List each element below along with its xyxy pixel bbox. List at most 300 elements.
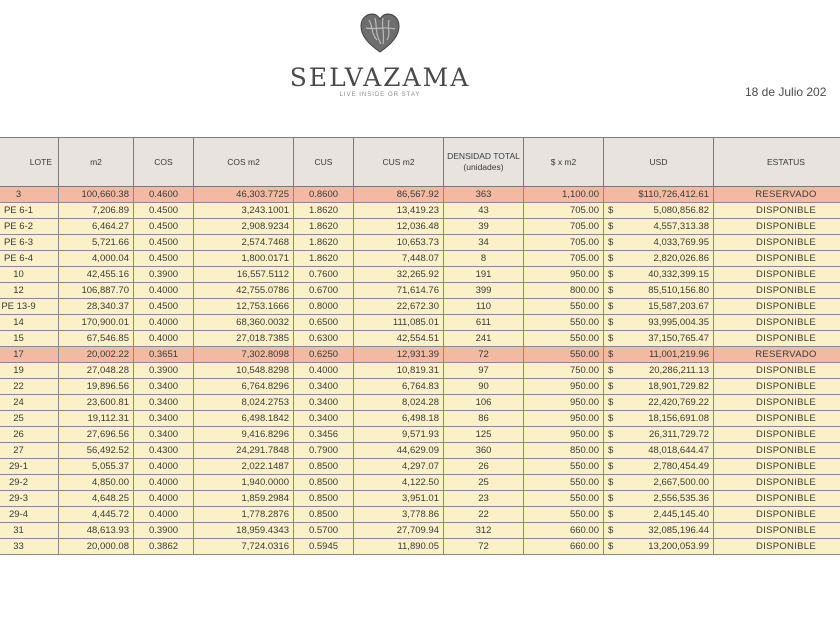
table-cell-m2: 48,613.93 [59, 523, 134, 539]
table-cell-cus-m2: 12,931.39 [354, 347, 444, 363]
table-row [0, 427, 840, 443]
usd-value: 5,080,856.82 [653, 205, 709, 216]
usd-value: 2,820,026.86 [653, 253, 709, 264]
table-cell-usd [604, 459, 714, 475]
usd-value: 26,311,729.72 [648, 429, 709, 440]
table-cell-lote: 31 [0, 523, 59, 539]
table-cell-densidad: 25 [444, 475, 524, 491]
table-cell-cos: 0.3400 [134, 427, 194, 443]
table-cell-cos: 0.3400 [134, 379, 194, 395]
column-header-lote: LOTE [0, 138, 59, 187]
table-row [0, 523, 840, 539]
currency-symbol: $ [608, 317, 614, 328]
table-cell-cus-m2: 4,297.07 [354, 459, 444, 475]
column-header-usd: USD [604, 138, 714, 187]
table-cell-cus: 1.8620 [294, 251, 354, 267]
table-cell-cus-m2: 27,709.94 [354, 523, 444, 539]
table-row [0, 267, 840, 283]
table-cell-precio-m2: 550.00 [524, 507, 604, 523]
table-cell-cus-m2: 22,672.30 [354, 299, 444, 315]
table-cell-cos-m2: 7,724.0316 [194, 539, 294, 555]
table-cell-densidad: 363 [444, 187, 524, 203]
table-cell-precio-m2: 950.00 [524, 379, 604, 395]
table-cell-cus-m2: 6,764.83 [354, 379, 444, 395]
currency-symbol: $ [608, 397, 614, 408]
table-cell-m2: 4,445.72 [59, 507, 134, 523]
table-cell-cos: 0.3400 [134, 395, 194, 411]
table-row [0, 203, 840, 219]
table-cell-cus-m2: 4,122.50 [354, 475, 444, 491]
table-cell-usd [604, 299, 714, 315]
table-cell-cus-m2: 3,778.86 [354, 507, 444, 523]
table-cell-cus-m2: 8,024.28 [354, 395, 444, 411]
currency-symbol: $ [608, 205, 614, 216]
table-cell-m2: 4,000.04 [59, 251, 134, 267]
column-header-m2: m2 [59, 138, 134, 187]
table-row [0, 459, 840, 475]
table-cell-cus-m2: 3,951.01 [354, 491, 444, 507]
table-cell-cos: 0.4500 [134, 299, 194, 315]
table-cell-cus: 0.4000 [294, 363, 354, 379]
table-cell-cus-m2: 7,448.07 [354, 251, 444, 267]
table-cell-precio-m2: 950.00 [524, 267, 604, 283]
table-cell-cus: 0.6700 [294, 283, 354, 299]
table-cell-densidad: 22 [444, 507, 524, 523]
table-cell-cos: 0.3900 [134, 363, 194, 379]
table-cell-cos-m2: 6,764.8296 [194, 379, 294, 395]
table-cell-lote: 29-4 [0, 507, 59, 523]
table-cell-cos-m2: 2,574.7468 [194, 235, 294, 251]
table-cell-precio-m2: 950.00 [524, 395, 604, 411]
usd-value: 2,445,145.40 [653, 509, 709, 520]
table-cell-usd [604, 203, 714, 219]
usd-value: $110,726,412.61 [638, 189, 709, 200]
table-cell-cus-m2: 13,419.23 [354, 203, 444, 219]
usd-value: 4,033,769.95 [653, 237, 709, 248]
table-cell-m2: 20,000.08 [59, 539, 134, 555]
table-cell-cos-m2: 8,024.2753 [194, 395, 294, 411]
column-header-cos: COS [134, 138, 194, 187]
currency-symbol: $ [608, 461, 614, 472]
table-cell-precio-m2: 550.00 [524, 331, 604, 347]
table-cell-cos-m2: 6,498.1842 [194, 411, 294, 427]
table-cell-m2: 100,660.38 [59, 187, 134, 203]
table-cell-cos: 0.3651 [134, 347, 194, 363]
table-cell-precio-m2: 550.00 [524, 491, 604, 507]
table-cell-estatus: RESERVADO [714, 347, 840, 363]
table-cell-cus-m2: 11,890.05 [354, 539, 444, 555]
brand-name: SELVAZAMA [289, 63, 471, 92]
table-cell-cos-m2: 68,360.0032 [194, 315, 294, 331]
table-cell-estatus: DISPONIBLE [714, 235, 840, 251]
table-cell-estatus: RESERVADO [714, 187, 840, 203]
table-cell-m2: 27,696.56 [59, 427, 134, 443]
table-cell-lote: PE 6-1 [0, 203, 59, 219]
currency-symbol: $ [608, 365, 614, 376]
table-cell-cos-m2: 18,959.4343 [194, 523, 294, 539]
brand-header [0, 10, 760, 98]
currency-symbol: $ [608, 333, 614, 344]
table-cell-lote: 27 [0, 443, 59, 459]
table-cell-lote: 25 [0, 411, 59, 427]
table-cell-cus: 0.3400 [294, 379, 354, 395]
table-cell-precio-m2: 705.00 [524, 219, 604, 235]
table-cell-m2: 4,648.25 [59, 491, 134, 507]
table-cell-estatus: DISPONIBLE [714, 427, 840, 443]
table-cell-m2: 23,600.81 [59, 395, 134, 411]
currency-symbol: $ [608, 237, 614, 248]
currency-symbol: $ [608, 253, 614, 264]
table-cell-cos-m2: 12,753.1666 [194, 299, 294, 315]
table-cell-m2: 56,492.52 [59, 443, 134, 459]
table-cell-cos-m2: 9,416.8296 [194, 427, 294, 443]
table-cell-precio-m2: 705.00 [524, 235, 604, 251]
table-cell-lote: 29-2 [0, 475, 59, 491]
table-cell-m2: 7,206.89 [59, 203, 134, 219]
usd-value: 32,085,196.44 [648, 525, 709, 536]
table-cell-cos: 0.4000 [134, 459, 194, 475]
table-cell-cos: 0.4500 [134, 235, 194, 251]
table-cell-cus: 0.3400 [294, 395, 354, 411]
table-row [0, 283, 840, 299]
table-cell-precio-m2: 850.00 [524, 443, 604, 459]
table-cell-precio-m2: 750.00 [524, 363, 604, 379]
table-cell-m2: 28,340.37 [59, 299, 134, 315]
table-cell-densidad: 43 [444, 203, 524, 219]
table-cell-usd [604, 491, 714, 507]
table-cell-cus-m2: 12,036.48 [354, 219, 444, 235]
table-cell-cus: 0.5700 [294, 523, 354, 539]
table-row [0, 411, 840, 427]
table-header-row [0, 138, 840, 187]
table-cell-m2: 19,896.56 [59, 379, 134, 395]
table-cell-densidad: 86 [444, 411, 524, 427]
table-cell-cus-m2: 32,265.92 [354, 267, 444, 283]
table-cell-densidad: 241 [444, 331, 524, 347]
table-cell-densidad: 34 [444, 235, 524, 251]
table-cell-cos-m2: 16,557.5112 [194, 267, 294, 283]
table-cell-cus: 0.3456 [294, 427, 354, 443]
table-row [0, 235, 840, 251]
column-header-cus-m2: CUS m2 [354, 138, 444, 187]
table-cell-lote: PE 13-9 [0, 299, 59, 315]
column-header-densidad: DENSIDAD TOTAL (unidades) [444, 138, 524, 187]
table-cell-precio-m2: 950.00 [524, 411, 604, 427]
table-row [0, 443, 840, 459]
table-cell-usd [604, 523, 714, 539]
table-cell-cus-m2: 111,085.01 [354, 315, 444, 331]
table-cell-m2: 19,112.31 [59, 411, 134, 427]
currency-symbol: $ [608, 269, 614, 280]
table-cell-cus: 0.8600 [294, 187, 354, 203]
table-cell-densidad: 23 [444, 491, 524, 507]
table-cell-m2: 5,721.66 [59, 235, 134, 251]
table-cell-cos-m2: 42,755.0786 [194, 283, 294, 299]
table-cell-usd [604, 235, 714, 251]
table-cell-cus: 0.8500 [294, 507, 354, 523]
table-cell-cus: 0.7900 [294, 443, 354, 459]
table-cell-cus: 0.3400 [294, 411, 354, 427]
table-cell-cus-m2: 10,653.73 [354, 235, 444, 251]
table-cell-lote: 29-1 [0, 459, 59, 475]
table-cell-densidad: 39 [444, 219, 524, 235]
table-cell-usd [604, 443, 714, 459]
table-cell-cos: 0.3400 [134, 411, 194, 427]
table-cell-m2: 4,850.00 [59, 475, 134, 491]
table-cell-lote: 12 [0, 283, 59, 299]
table-cell-cus-m2: 42,554.51 [354, 331, 444, 347]
table-cell-lote: 19 [0, 363, 59, 379]
table-cell-densidad: 8 [444, 251, 524, 267]
table-cell-usd [604, 427, 714, 443]
table-cell-cus: 0.6250 [294, 347, 354, 363]
column-header-cus: CUS [294, 138, 354, 187]
table-cell-lote: 29-3 [0, 491, 59, 507]
table-row [0, 379, 840, 395]
table-cell-cos-m2: 10,548.8298 [194, 363, 294, 379]
table-cell-cos-m2: 27,018.7385 [194, 331, 294, 347]
table-cell-usd [604, 395, 714, 411]
usd-value: 2,556,535.36 [653, 493, 709, 504]
table-cell-m2: 67,546.85 [59, 331, 134, 347]
usd-value: 13,200,053.99 [648, 541, 709, 552]
table-cell-lote: 24 [0, 395, 59, 411]
usd-value: 11,001,219.96 [648, 349, 709, 360]
table-row [0, 363, 840, 379]
table-cell-cos-m2: 46,303.7725 [194, 187, 294, 203]
table-cell-cus-m2: 86,567.92 [354, 187, 444, 203]
table-cell-usd [604, 219, 714, 235]
table-cell-usd [604, 283, 714, 299]
table-cell-precio-m2: 950.00 [524, 427, 604, 443]
table-cell-cus: 0.6300 [294, 331, 354, 347]
table-cell-densidad: 312 [444, 523, 524, 539]
table-cell-densidad: 72 [444, 539, 524, 555]
table-cell-cos: 0.4500 [134, 203, 194, 219]
table-cell-usd [604, 379, 714, 395]
table-cell-cos: 0.4000 [134, 331, 194, 347]
table-cell-m2: 170,900.01 [59, 315, 134, 331]
table-cell-usd [604, 251, 714, 267]
table-cell-estatus: DISPONIBLE [714, 331, 840, 347]
table-cell-lote: 3 [0, 187, 59, 203]
table-cell-usd [604, 315, 714, 331]
table-cell-cus-m2: 71,614.76 [354, 283, 444, 299]
table-cell-usd [604, 507, 714, 523]
table-cell-precio-m2: 550.00 [524, 475, 604, 491]
currency-symbol: $ [608, 509, 614, 520]
table-cell-estatus: DISPONIBLE [714, 379, 840, 395]
table-cell-estatus: DISPONIBLE [714, 299, 840, 315]
table-cell-estatus: DISPONIBLE [714, 539, 840, 555]
table-cell-precio-m2: 660.00 [524, 523, 604, 539]
currency-symbol: $ [608, 413, 614, 424]
table-cell-densidad: 360 [444, 443, 524, 459]
currency-symbol: $ [608, 301, 614, 312]
table-cell-cos: 0.4300 [134, 443, 194, 459]
table-cell-estatus: DISPONIBLE [714, 443, 840, 459]
table-row [0, 299, 840, 315]
table-cell-cos: 0.4000 [134, 315, 194, 331]
table-cell-m2: 42,455.16 [59, 267, 134, 283]
table-row [0, 219, 840, 235]
table-cell-cus: 1.8620 [294, 203, 354, 219]
table-cell-m2: 20,002.22 [59, 347, 134, 363]
table-cell-cos-m2: 2,908.9234 [194, 219, 294, 235]
table-cell-usd [604, 347, 714, 363]
table-cell-cos-m2: 1,859.2984 [194, 491, 294, 507]
currency-symbol: $ [608, 381, 614, 392]
table-cell-cus-m2: 6,498.18 [354, 411, 444, 427]
usd-value: 40,332,399.15 [648, 269, 709, 280]
table-cell-cus: 0.7600 [294, 267, 354, 283]
table-cell-cus-m2: 10,819.31 [354, 363, 444, 379]
table-cell-usd [604, 539, 714, 555]
table-cell-cus: 0.8500 [294, 459, 354, 475]
table-cell-precio-m2: 705.00 [524, 203, 604, 219]
table-cell-densidad: 399 [444, 283, 524, 299]
table-cell-lote: PE 6-3 [0, 235, 59, 251]
table-cell-precio-m2: 660.00 [524, 539, 604, 555]
table-cell-precio-m2: 550.00 [524, 347, 604, 363]
currency-symbol: $ [608, 445, 614, 456]
table-cell-cos: 0.3900 [134, 267, 194, 283]
table-cell-lote: 17 [0, 347, 59, 363]
document-date: 18 de Julio 202 [745, 85, 827, 99]
table-row [0, 331, 840, 347]
table-row [0, 315, 840, 331]
lots-table [0, 137, 840, 555]
usd-value: 22,420,769.22 [648, 397, 709, 408]
table-cell-lote: 22 [0, 379, 59, 395]
table-cell-densidad: 90 [444, 379, 524, 395]
table-cell-estatus: DISPONIBLE [714, 507, 840, 523]
table-cell-usd [604, 331, 714, 347]
table-cell-densidad: 611 [444, 315, 524, 331]
usd-value: 15,587,203.67 [648, 301, 709, 312]
table-cell-densidad: 106 [444, 395, 524, 411]
table-cell-densidad: 26 [444, 459, 524, 475]
table-cell-precio-m2: 1,100.00 [524, 187, 604, 203]
column-header-cos-m2: COS m2 [194, 138, 294, 187]
table-cell-cos: 0.3862 [134, 539, 194, 555]
table-cell-estatus: DISPONIBLE [714, 251, 840, 267]
currency-symbol: $ [608, 349, 614, 360]
table-cell-m2: 27,048.28 [59, 363, 134, 379]
table-cell-cos-m2: 1,940.0000 [194, 475, 294, 491]
table-cell-estatus: DISPONIBLE [714, 267, 840, 283]
table-cell-cus: 1.8620 [294, 235, 354, 251]
column-header-precio-m2: $ x m2 [524, 138, 604, 187]
table-cell-cos: 0.4000 [134, 283, 194, 299]
table-cell-densidad: 110 [444, 299, 524, 315]
table-cell-cos-m2: 3,243.1001 [194, 203, 294, 219]
table-cell-cus-m2: 9,571.93 [354, 427, 444, 443]
currency-symbol: $ [608, 477, 614, 488]
table-cell-densidad: 72 [444, 347, 524, 363]
table-cell-cos-m2: 7,302.8098 [194, 347, 294, 363]
table-row [0, 491, 840, 507]
usd-value: 48,018,644.47 [648, 445, 709, 456]
table-cell-estatus: DISPONIBLE [714, 491, 840, 507]
table-cell-estatus: DISPONIBLE [714, 459, 840, 475]
table-cell-cos: 0.4000 [134, 507, 194, 523]
currency-symbol: $ [608, 525, 614, 536]
currency-symbol: $ [608, 285, 614, 296]
table-cell-m2: 5,055.37 [59, 459, 134, 475]
table-cell-usd [604, 187, 714, 203]
table-cell-precio-m2: 550.00 [524, 299, 604, 315]
table-cell-lote: 33 [0, 539, 59, 555]
table-cell-cus-m2: 44,629.09 [354, 443, 444, 459]
brand-tagline: LIVE INSIDE OR STAY [339, 92, 421, 98]
usd-value: 2,780,454.49 [653, 461, 709, 472]
table-cell-estatus: DISPONIBLE [714, 395, 840, 411]
table-row [0, 187, 840, 203]
table-cell-cos-m2: 1,778.2876 [194, 507, 294, 523]
table-cell-cos: 0.4000 [134, 491, 194, 507]
heart-emblem-icon [357, 10, 403, 56]
table-cell-precio-m2: 705.00 [524, 251, 604, 267]
table-row [0, 507, 840, 523]
table-cell-lote: PE 6-4 [0, 251, 59, 267]
table-cell-cus: 0.5945 [294, 539, 354, 555]
usd-value: 18,156,691.08 [648, 413, 709, 424]
table-cell-m2: 106,887.70 [59, 283, 134, 299]
table-cell-cos-m2: 24,291.7848 [194, 443, 294, 459]
table-cell-densidad: 125 [444, 427, 524, 443]
table-row [0, 395, 840, 411]
usd-value: 85,510,156.80 [648, 285, 709, 296]
table-cell-estatus: DISPONIBLE [714, 219, 840, 235]
table-cell-cus: 0.6500 [294, 315, 354, 331]
table-cell-lote: 10 [0, 267, 59, 283]
table-cell-usd [604, 475, 714, 491]
table-cell-cus: 0.8500 [294, 491, 354, 507]
table-cell-precio-m2: 800.00 [524, 283, 604, 299]
table-row [0, 347, 840, 363]
table-cell-usd [604, 411, 714, 427]
table-cell-estatus: DISPONIBLE [714, 203, 840, 219]
currency-symbol: $ [608, 429, 614, 440]
table-cell-cus: 1.8620 [294, 219, 354, 235]
table-cell-lote: 15 [0, 331, 59, 347]
table-cell-estatus: DISPONIBLE [714, 283, 840, 299]
table-cell-cus: 0.8000 [294, 299, 354, 315]
table-cell-lote: 14 [0, 315, 59, 331]
table-cell-cos-m2: 2,022.1487 [194, 459, 294, 475]
usd-value: 37,150,765.47 [648, 333, 709, 344]
usd-value: 18,901,729.82 [648, 381, 709, 392]
usd-value: 20,286,211.13 [648, 365, 709, 376]
table-cell-cos: 0.4500 [134, 219, 194, 235]
table-cell-densidad: 191 [444, 267, 524, 283]
table-cell-lote: PE 6-2 [0, 219, 59, 235]
table-cell-m2: 6,464.27 [59, 219, 134, 235]
table-cell-densidad: 97 [444, 363, 524, 379]
table-row [0, 539, 840, 555]
table-cell-cos: 0.4600 [134, 187, 194, 203]
usd-value: 2,667,500.00 [653, 477, 709, 488]
table-cell-cos: 0.4000 [134, 475, 194, 491]
table-cell-cus: 0.8500 [294, 475, 354, 491]
table-cell-cos: 0.4500 [134, 251, 194, 267]
currency-symbol: $ [608, 221, 614, 232]
table-cell-estatus: DISPONIBLE [714, 411, 840, 427]
table-cell-estatus: DISPONIBLE [714, 315, 840, 331]
table-row [0, 251, 840, 267]
table-cell-usd [604, 363, 714, 379]
